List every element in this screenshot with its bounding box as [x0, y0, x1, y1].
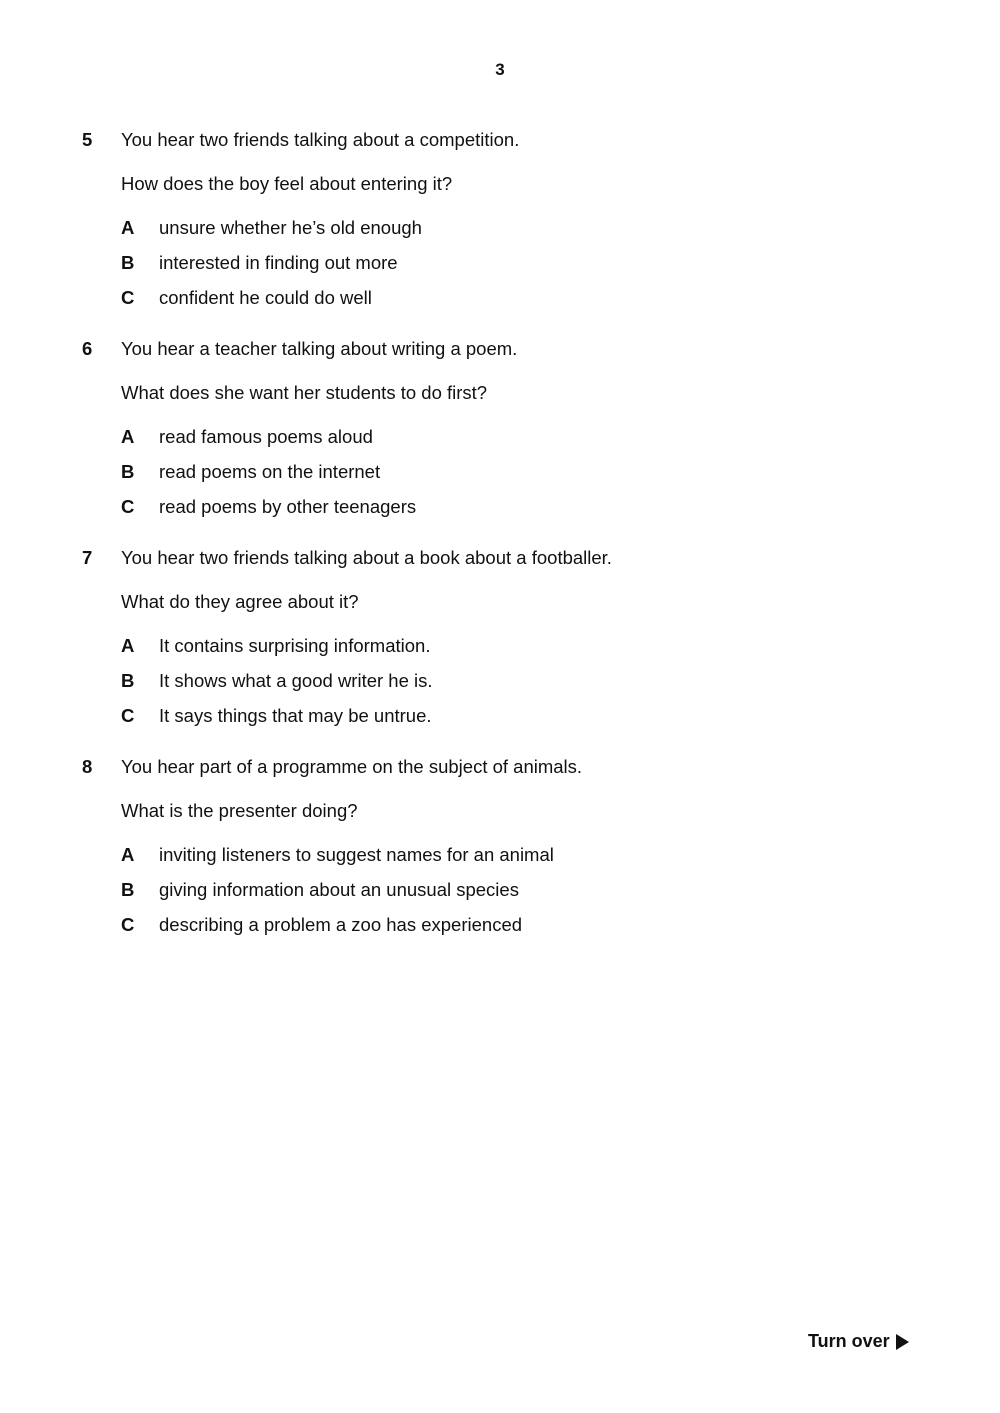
question-7	[82, 546, 942, 739]
question-6	[82, 337, 942, 530]
play-triangle-icon	[896, 1334, 909, 1350]
option-c[interactable]	[121, 286, 942, 321]
question-5	[82, 128, 942, 321]
option-b[interactable]	[121, 878, 942, 913]
options-list	[121, 634, 942, 739]
option-text: read poems by other teenagers	[159, 496, 417, 517]
question-stem: You hear part of a programme on the subject of animals.	[121, 756, 583, 777]
option-letter: B	[121, 252, 135, 273]
turn-over-label: Turn over	[808, 1331, 890, 1351]
option-letter: C	[121, 914, 135, 935]
option-letter: C	[121, 496, 135, 517]
question-number: 5	[82, 129, 93, 150]
options-list	[121, 216, 942, 321]
option-c[interactable]	[121, 495, 942, 530]
option-letter: C	[121, 705, 135, 726]
option-letter: C	[121, 287, 135, 308]
question-stem: You hear two friends talking about a competition.	[121, 129, 520, 150]
question-8	[82, 755, 942, 948]
turn-over-footer	[808, 1331, 909, 1352]
option-text: It shows what a good writer he is.	[159, 670, 433, 691]
option-c[interactable]	[121, 913, 942, 948]
option-text: inviting listeners to suggest names for an animal	[159, 844, 554, 865]
option-letter: A	[121, 217, 135, 238]
option-b[interactable]	[121, 669, 942, 704]
option-letter: A	[121, 635, 135, 656]
option-text: read famous poems aloud	[159, 426, 373, 447]
question-prompt: What does she want her students to do first?	[121, 382, 488, 403]
option-a[interactable]	[121, 843, 942, 878]
option-b[interactable]	[121, 251, 942, 286]
question-prompt: What is the presenter doing?	[121, 800, 358, 821]
option-letter: B	[121, 461, 135, 482]
option-letter: B	[121, 670, 135, 691]
question-number: 6	[82, 338, 93, 359]
option-text: It says things that may be untrue.	[159, 705, 432, 726]
page-number: 3	[495, 60, 505, 79]
option-a[interactable]	[121, 634, 942, 669]
option-text: confident he could do well	[159, 287, 372, 308]
question-number: 8	[82, 756, 93, 777]
option-b[interactable]	[121, 460, 942, 495]
option-a[interactable]	[121, 425, 942, 460]
option-text: read poems on the internet	[159, 461, 381, 482]
option-letter: A	[121, 844, 135, 865]
options-list	[121, 843, 942, 948]
question-stem: You hear a teacher talking about writing a poem.	[121, 338, 518, 359]
option-c[interactable]	[121, 704, 942, 739]
option-text: unsure whether he’s old enough	[159, 217, 422, 238]
option-text: It contains surprising information.	[159, 635, 431, 656]
options-list	[121, 425, 942, 530]
question-prompt: How does the boy feel about entering it?	[121, 173, 453, 194]
question-stem: You hear two friends talking about a book about a footballer.	[121, 547, 612, 568]
question-prompt: What do they agree about it?	[121, 591, 359, 612]
option-a[interactable]	[121, 216, 942, 251]
option-letter: B	[121, 879, 135, 900]
option-letter: A	[121, 426, 135, 447]
option-text: interested in finding out more	[159, 252, 398, 273]
option-text: describing a problem a zoo has experienced	[159, 914, 523, 935]
question-number: 7	[82, 547, 93, 568]
option-text: giving information about an unusual species	[159, 879, 519, 900]
